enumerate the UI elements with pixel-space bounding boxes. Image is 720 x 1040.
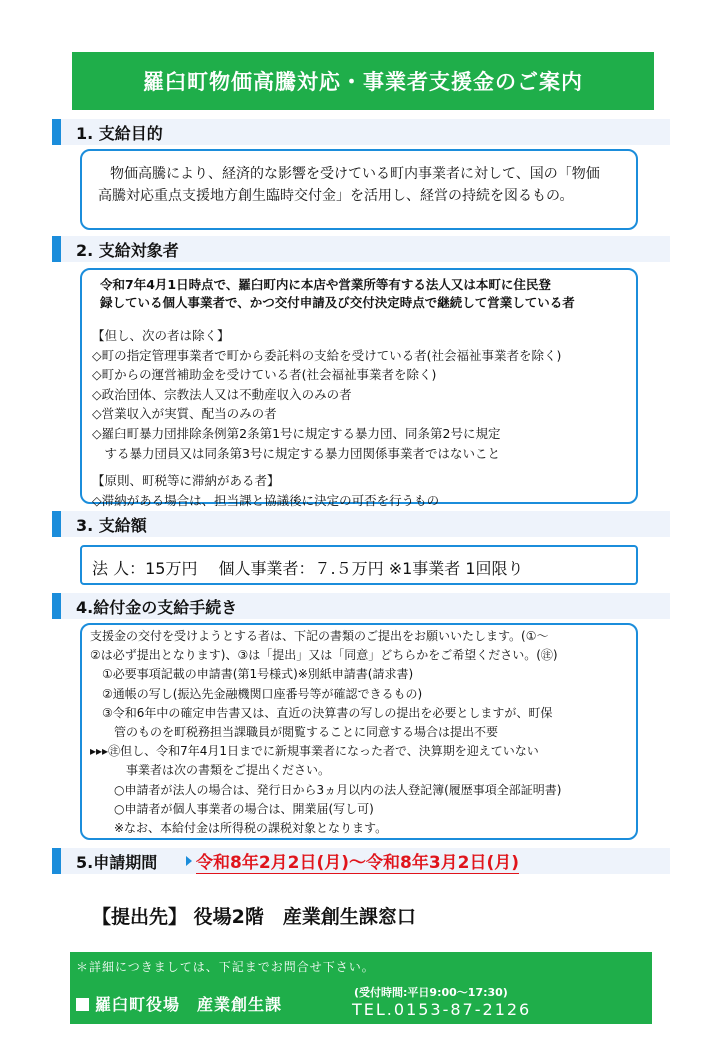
office-hours: (受付時間:平日9:00～17:30) xyxy=(354,986,508,999)
section-marker xyxy=(52,236,61,262)
spacer xyxy=(92,463,561,471)
eligibility-lead xyxy=(100,276,575,312)
list-item: ◇営業収入が実質、配当のみの者 xyxy=(92,406,277,422)
section-3-box xyxy=(80,545,638,585)
list-item: 事業者は次の書類をご提出ください。 xyxy=(90,763,331,778)
section-marker xyxy=(52,119,61,145)
list-item: する暴力団員又は同条第3号に規定する暴力団関係事業者ではないこと xyxy=(92,445,500,461)
section-5-header xyxy=(52,848,670,874)
section-3-header xyxy=(52,511,670,537)
list-item: 管のものを町税務担当課職員が閲覧することに同意する場合は提出不要 xyxy=(90,725,499,740)
list-item: ◇町の指定管理事業者で町から委託料の支給を受けている者(社会福祉事業者を除く) xyxy=(92,347,562,363)
procedure-list xyxy=(90,627,561,838)
list-item: ②は必ず提出となります)、③は「提出」又は「同意」どちらかをご希望ください。(㊟) xyxy=(90,648,558,663)
purpose-line: 高騰対応重点支援地方創生臨時交付金」を活用し、経営の持続を図るもの。 xyxy=(98,188,574,204)
section-1-heading: 1. 支給目的 xyxy=(76,124,163,143)
list-item: 【但し、次の者は除く】 xyxy=(92,328,230,343)
list-item: ③令和6年中の確定申告書又は、直近の決算書の写しの提出を必要としますが、町保 xyxy=(90,705,553,720)
section-3-heading: 3. 支給額 xyxy=(76,516,147,535)
purpose-text xyxy=(98,163,622,207)
list-item: ○申請者が個人事業者の場合は、開業届(写し可) xyxy=(90,801,374,816)
org-name: 羅臼町役場 産業創生課 xyxy=(95,995,283,1014)
list-item: ◇羅臼町暴力団排除条例第2条第1号に規定する暴力団、同条第2号に規定 xyxy=(92,425,501,441)
section-2-heading: 2. 支給対象者 xyxy=(76,241,179,260)
list-item: ◇町からの運営補助金を受けている者(社会福祉事業者を除く) xyxy=(92,367,437,383)
list-item: ○申請者が法人の場合は、発行日から3ヵ月以内の法人登記簿(履歴事項全部証明書) xyxy=(90,782,562,797)
list-item: ②通帳の写し(振込先金融機関口座番号等が確認できるもの) xyxy=(90,686,423,701)
section-1-box xyxy=(80,149,638,230)
amount-text: 法 人：15万円 個人事業者：７.５万円 ※1事業者 1回限り xyxy=(92,559,524,578)
list-item: 支援金の交付を受けようとする者は、下記の書類のご提出をお願いいたします。(①～ xyxy=(90,629,549,643)
application-period: 令和8年2月2日(月)～令和8年3月2日(月) xyxy=(196,848,519,874)
contact-note: ＊詳細につきましては、下記までお問合せ下さい。 xyxy=(76,960,375,974)
section-marker xyxy=(52,593,61,619)
contact-org xyxy=(76,992,282,1015)
list-item: 【原則、町税等に滞納がある者】 xyxy=(92,473,280,489)
lead-line: 令和7年4月1日時点で、羅臼町内に本店や営業所等有する法人又は本町に住民登 xyxy=(100,277,551,292)
section-4-heading: 4.給付金の支給手続き xyxy=(76,598,238,617)
eligibility-list xyxy=(92,326,561,510)
section-4-box xyxy=(80,623,638,840)
section-4-header xyxy=(52,593,670,619)
contact-footer xyxy=(70,952,652,1024)
arrow-right-icon xyxy=(186,856,192,866)
section-1-header xyxy=(52,119,670,145)
square-icon xyxy=(76,998,89,1011)
list-item: ①必要事項記載の申請書(第1号様式)※別紙申請書(請求書) xyxy=(90,667,414,682)
section-2-header xyxy=(52,236,670,262)
purpose-line: 物価高騰により、経済的な影響を受けている町内事業者に対して、国の「物価 xyxy=(110,166,600,182)
list-item: ◇滞納がある場合は、担当課と協議後に決定の可否を行うもの xyxy=(92,492,440,508)
lead-line: 録している個人事業者で、かつ交付申請及び交付決定時点で継続して営業している者 xyxy=(100,295,575,310)
section-marker xyxy=(52,848,61,874)
page-title: 羅臼町物価高騰対応・事業者支援金のご案内 xyxy=(72,52,654,110)
phone-number: TEL.0153-87-2126 xyxy=(352,1000,532,1019)
submission-location: 【提出先】 役場2階 産業創生課窓口 xyxy=(92,906,416,928)
list-item: ※なお、本給付金は所得税の課税対象となります。 xyxy=(90,821,388,836)
list-item: ◇政治団体、宗教法人又は不動産収入のみの者 xyxy=(92,386,352,402)
section-2-box xyxy=(80,268,638,508)
section-5-heading: 5.申請期間 xyxy=(76,853,158,872)
list-item: ▸▸▸㊟但し、令和7年4月1日までに新規事業者になった者で、決算期を迎えていない xyxy=(90,744,539,759)
section-marker xyxy=(52,511,61,537)
